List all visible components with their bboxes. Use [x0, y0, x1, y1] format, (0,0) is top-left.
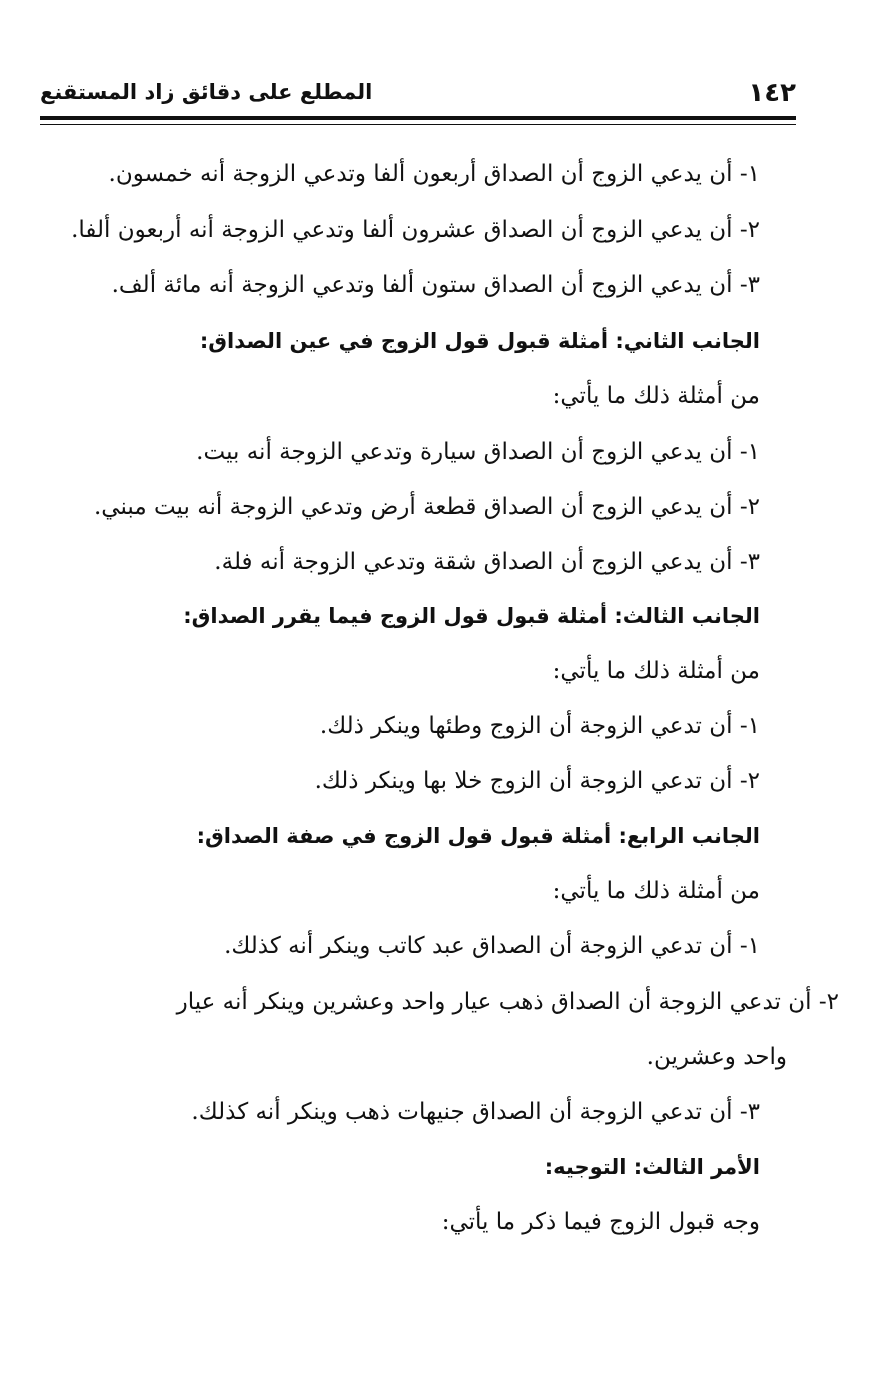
running-title: المطلع على دقائق زاد المستقنع [40, 80, 373, 104]
text-line: ٣- أن يدعي الزوج أن الصداق شقة وتدعي الزوجة أنه فلة. [214, 549, 760, 575]
text-line: ٣- أن تدعي الزوجة أن الصداق جنيهات ذهب وينكر أنه كذلك. [191, 1099, 760, 1125]
header-rule-thick [40, 116, 796, 120]
text-line: وجه قبول الزوج فيما ذكر ما يأتي: [441, 1209, 760, 1235]
text-line: ٢- أن يدعي الزوج أن الصداق قطعة أرض وتدعي الزوجة أنه بيت مبني. [93, 494, 760, 520]
section-heading: الجانب الثالث: أمثلة قبول قول الزوج فيما يقرر الصداق: [183, 604, 760, 628]
text-line: ٣- أن يدعي الزوج أن الصداق ستون ألفا وتدعي الزوجة أنه مائة ألف. [111, 272, 760, 298]
text-line: واحد وعشرين. [646, 1044, 787, 1070]
text-line: ١- أن تدعي الزوجة أن الزوج وطئها وينكر ذلك. [319, 713, 760, 739]
text-line: ٢- أن يدعي الزوج أن الصداق عشرون ألفا وتدعي الزوجة أنه أربعون ألفا. [71, 217, 760, 243]
text-line: من أمثلة ذلك ما يأتي: [552, 383, 760, 409]
page-header [40, 78, 796, 108]
header-rule-thin [40, 124, 796, 125]
text-line: ١- أن يدعي الزوج أن الصداق سيارة وتدعي الزوجة أنه بيت. [196, 439, 760, 465]
section-heading: الجانب الثاني: أمثلة قبول قول الزوج في عين الصداق: [199, 329, 760, 353]
text-line: ١- أن تدعي الزوجة أن الصداق عبد كاتب وينكر أنه كذلك. [224, 933, 760, 959]
section-heading: الأمر الثالث: التوجيه: [544, 1155, 760, 1179]
page-number: ١٤٢ [748, 78, 796, 108]
section-heading: الجانب الرابع: أمثلة قبول قول الزوج في صفة الصداق: [196, 824, 760, 848]
text-line: من أمثلة ذلك ما يأتي: [552, 658, 760, 684]
text-line: من أمثلة ذلك ما يأتي: [552, 878, 760, 904]
text-line: ٢- أن تدعي الزوجة أن الصداق ذهب عيار واحد وعشرين وينكر أنه عيار [176, 989, 839, 1015]
text-line: ١- أن يدعي الزوج أن الصداق أربعون ألفا وتدعي الزوجة أنه خمسون. [108, 161, 760, 187]
text-line: ٢- أن تدعي الزوجة أن الزوج خلا بها وينكر ذلك. [314, 768, 760, 794]
